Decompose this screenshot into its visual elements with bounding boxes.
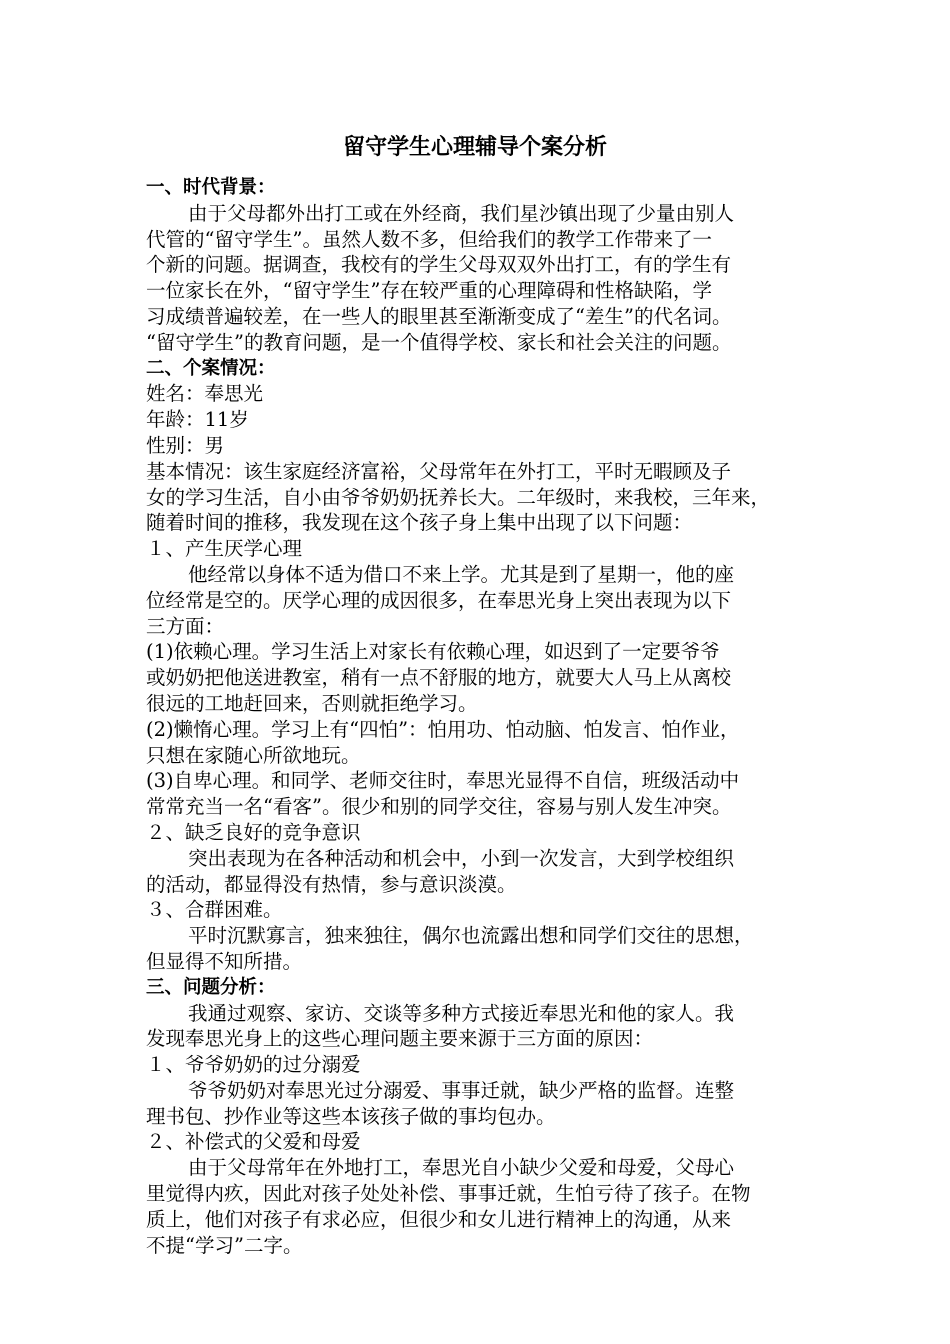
text-line: 只想在家随心所欲地玩。 <box>146 743 361 767</box>
text-line: ２、缺乏良好的竞争意识 <box>146 820 361 844</box>
section-heading: 一、时代背景： <box>146 177 276 198</box>
text-line: 或奶奶把他送进教室，稍有一点不舒服的地方，就要大人马上从离校 <box>146 666 732 690</box>
text-line: 常常充当一名“看客”。很少和别的同学交往，容易与别人发生冲突。 <box>146 795 732 819</box>
text-line: 基本情况：该生家庭经济富裕，父母常年在外打工，平时无暇顾及子 <box>146 459 732 483</box>
text-line: 一位家长在外，“留守学生”存在较严重的心理障碍和性格缺陷，学 <box>146 279 712 303</box>
text-line: 位经常是空的。厌学心理的成因很多，在奉思光身上突出表现为以下 <box>146 588 732 612</box>
text-line: 女的学习生活，自小由爷爷奶奶抚养长大。二年级时，来我校，三年来， <box>146 485 771 509</box>
text-line: 但显得不知所措。 <box>146 949 303 973</box>
text-line: １、爷爷奶奶的过分溺爱 <box>146 1053 361 1077</box>
text-line: 里觉得内疚，因此对孩子处处补偿、事事迁就，生怕亏待了孩子。在物 <box>146 1182 751 1206</box>
text-line: 理书包、抄作业等这些本该孩子做的事均包办。 <box>146 1104 556 1128</box>
text-line: 由于父母常年在外地打工，奉思光自小缺少父爱和母爱，父母心 <box>188 1156 735 1180</box>
text-line: 爷爷奶奶对奉思光过分溺爱、事事迁就，缺少严格的监督。连整 <box>188 1078 735 1102</box>
text-line: 个新的问题。据调查，我校有的学生父母双双外出打工，有的学生有 <box>146 253 732 277</box>
text-line: 我通过观察、家访、交谈等多种方式接近奉思光和他的家人。我 <box>188 1001 735 1025</box>
text-line: 他经常以身体不适为借口不来上学。尤其是到了星期一，他的座 <box>188 562 735 586</box>
document-title: 留守学生心理辅导个案分析 <box>342 135 607 160</box>
document-body <box>146 175 826 1258</box>
text-line: 代管的“留守学生”。虽然人数不多，但给我们的教学工作带来了一 <box>146 227 712 251</box>
text-line: 随着时间的推移，我发现在这个孩子身上集中出现了以下问题： <box>146 511 693 535</box>
text-line: 年龄：11岁 <box>146 408 249 432</box>
text-line: 不提“学习”二字。 <box>146 1233 303 1257</box>
text-line: 习成绩普遍较差，在一些人的眼里甚至渐渐变成了“差生”的代名词。 <box>146 304 732 328</box>
text-line: 很远的工地赶回来，否则就拒绝学习。 <box>146 691 478 715</box>
text-line: 三方面： <box>146 614 225 638</box>
text-line: (3)自卑心理。和同学、老师交往时，奉思光显得不自信，班级活动中 <box>146 769 740 793</box>
section-heading: 二、个案情况： <box>146 357 276 379</box>
text-line: ２、补偿式的父爱和母爱 <box>146 1130 361 1154</box>
text-line: 姓名：奉思光 <box>146 382 264 406</box>
text-line: (1)依赖心理。学习生活上对家长有依赖心理，如迟到了一定要爷爷 <box>146 640 720 664</box>
section-heading: 三、问题分析： <box>146 976 276 998</box>
text-line: 质上，他们对孩子有求必应，但很少和女儿进行精神上的沟通，从来 <box>146 1207 732 1231</box>
text-line: 突出表现为在各种活动和机会中，小到一次发言，大到学校组织 <box>188 846 735 870</box>
text-line: 平时沉默寡言，独来独往，偶尔也流露出想和同学们交往的思想， <box>188 924 754 948</box>
text-line: １、产生厌学心理 <box>146 537 303 561</box>
text-line: “留守学生”的教育问题，是一个值得学校、家长和社会关注的问题。 <box>146 330 732 354</box>
text-line: ３、合群困难。 <box>146 898 283 922</box>
text-line: 性别：男 <box>146 433 225 457</box>
text-line: 发现奉思光身上的这些心理问题主要来源于三方面的原因： <box>146 1027 654 1051</box>
text-line: 由于父母都外出打工或在外经商，我们星沙镇出现了少量由别人 <box>188 201 735 225</box>
text-line: 的活动，都显得没有热情，参与意识淡漠。 <box>146 872 517 896</box>
text-line: (2)懒惰心理。学习上有“四怕”：怕用功、怕动脑、怕发言、怕作业， <box>146 717 740 741</box>
